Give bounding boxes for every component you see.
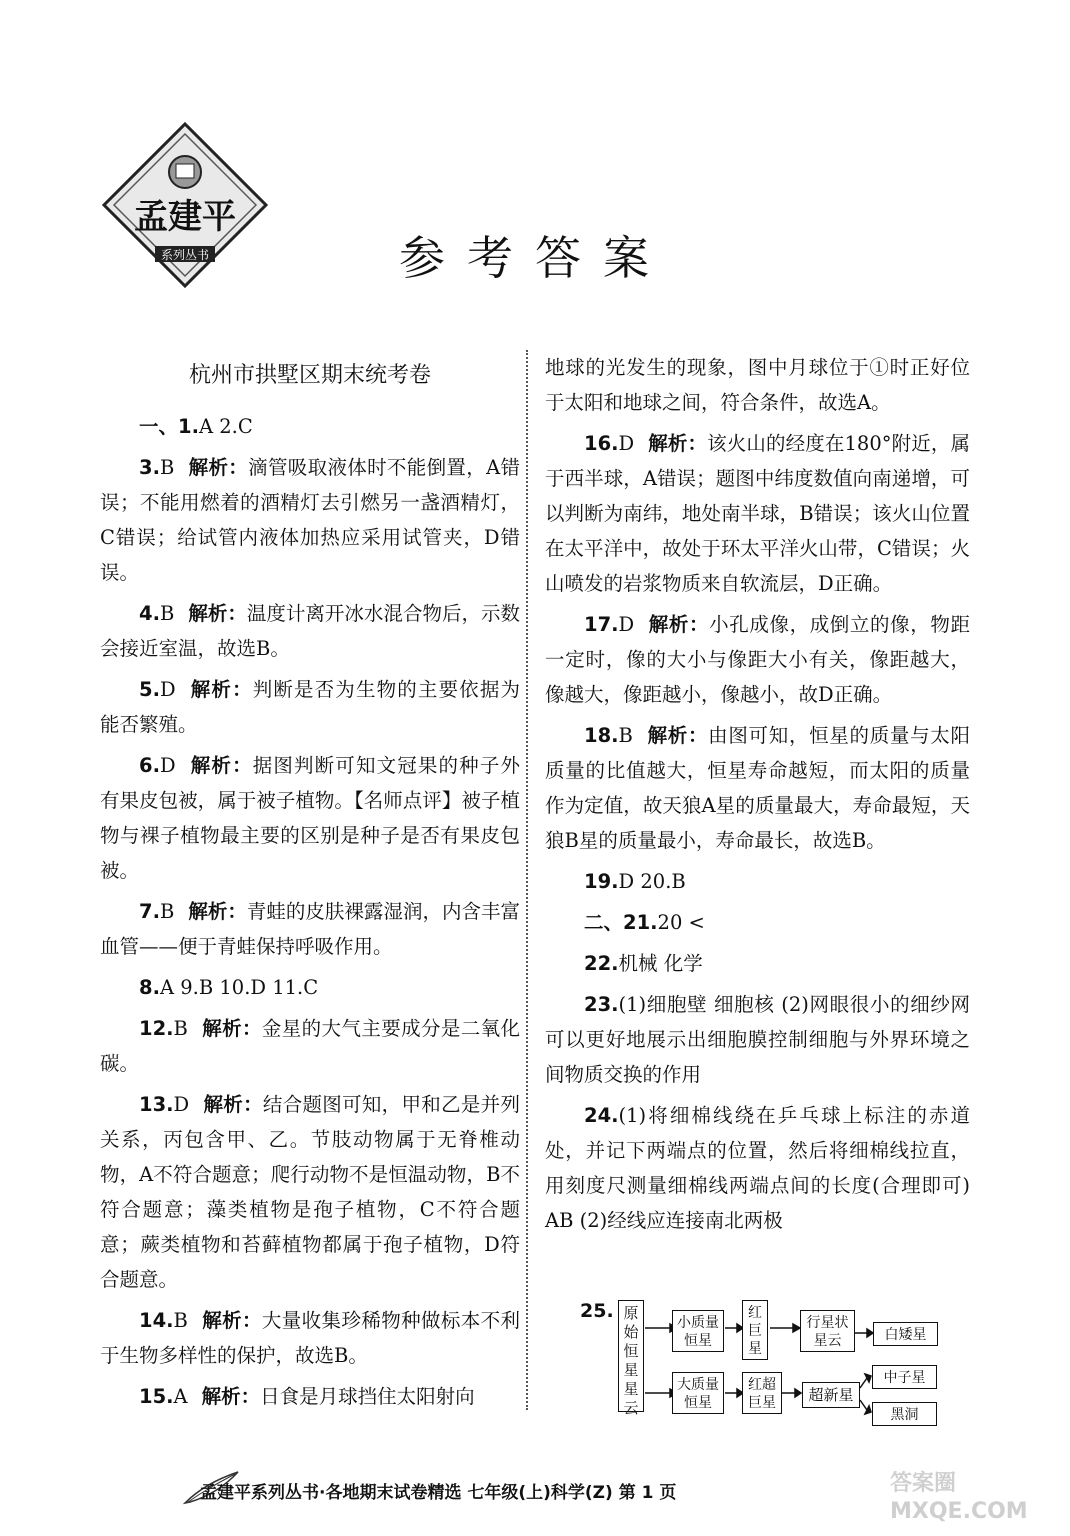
question-number: 24.: [584, 1104, 619, 1127]
answer-item: [545, 864, 970, 899]
answer-item: [100, 894, 520, 964]
answer-item: [545, 718, 970, 858]
question-number: 16.: [584, 432, 619, 455]
question-number: 一、1.: [139, 415, 199, 438]
watermark: 答案圈 MXQE.COM: [890, 1471, 1028, 1524]
box-small-mass-star: 小质量恒星: [672, 1310, 724, 1352]
answer-list-right: [545, 350, 970, 1238]
answer-text: 温度计离开冰水混合物后，示数会接近室温，故选B。: [100, 602, 520, 660]
answer-item: [100, 1379, 520, 1414]
analysis-tag: 解析：: [648, 613, 710, 636]
analysis-tag: 解析：: [188, 900, 247, 923]
question-number: 6.: [139, 754, 160, 777]
answer-item: [545, 607, 970, 712]
question-number: 7.: [139, 900, 160, 923]
question-number: 二、21.: [584, 911, 658, 934]
analysis-tag: 解析：: [201, 1309, 262, 1332]
answer-text: 日食是月球挡住太阳射向: [260, 1385, 475, 1408]
answer-choice: B: [173, 1309, 188, 1332]
answer-text: D 20.B: [618, 870, 686, 893]
answer-text: (1)将细棉线绕在乒乓球上标注的赤道处，并记下两端点的位置，然后将细棉线拉直，用刻度尺测量细棉线两端点间的长度(合理即可) AB (2)经线应连接南北两极: [545, 1104, 970, 1232]
answer-list-left: [100, 409, 520, 1414]
analysis-tag: 解析：: [188, 602, 247, 625]
answer-text: A 9.B 10.D 11.C: [159, 976, 319, 999]
page-footer: 孟建平系列丛书·各地期末试卷精选 七年级(上)科学(Z) 第 1 页: [200, 1483, 677, 1503]
answer-item: [100, 450, 520, 590]
answer-text: 由图可知，恒星的质量与太阳质量的比值越大，恒星寿命越短，而太阳的质量作为定值，故天狼A星的质量最大，寿命最短，天狼B星的质量最小，寿命最长，故选B。: [545, 724, 970, 852]
answer-choice: D: [159, 754, 176, 777]
box-white-dwarf: 白矮星: [873, 1322, 938, 1346]
answer-text: 该火山的经度在180°附近，属于西半球，A错误；题图中纬度数值向南递增，可以判断为南纬，地处南半球，B错误；该火山位置在太平洋中，故处于环太平洋火山带，C错误；火山喷发的岩浆物质来自软流层，D正确。: [545, 432, 970, 595]
answer-choice: A: [173, 1385, 188, 1408]
answer-choice: D: [618, 432, 635, 455]
analysis-tag: 解析：: [201, 1017, 262, 1040]
analysis-tag: 解析：: [648, 432, 708, 455]
question-number: 4.: [139, 602, 160, 625]
answer-text: 大量收集珍稀物种做标本不利于生物多样性的保护，故选B。: [100, 1309, 520, 1367]
box-planetary-nebula: 行星状星云: [800, 1310, 855, 1352]
answer-choice: D: [618, 613, 635, 636]
box-protostar-nebula: 原始恒星星云: [618, 1300, 644, 1412]
answer-text: (1)细胞壁 细胞核 (2)网眼很小的细纱网 可以更好地展示出细胞膜控制细胞与外界环境之间物质交换的作用: [545, 993, 970, 1086]
question-number: 23.: [584, 993, 619, 1016]
answer-text: 小孔成像，成倒立的像，物距一定时，像的大小与像距大小有关，像距越大，像越大，像距越小，像越小，故D正确。: [545, 613, 970, 706]
svg-text:系列丛书: 系列丛书: [160, 248, 210, 262]
answer-text: 据图判断可知文冠果的种子外有果皮包被，属于被子植物。【名师点评】被子植物与裸子植物最主要的区别是种子是否有果皮包被。: [100, 754, 520, 882]
analysis-tag: 解析：: [189, 678, 253, 701]
answer-text: 滴管吸取液体时不能倒置，A错误；不能用燃着的酒精灯去引燃另一盏酒精灯，C错误；给试管内液体加热应采用试管夹，D错误。: [100, 456, 520, 584]
answer-item: [545, 350, 970, 420]
svg-text:孟建平: 孟建平: [134, 197, 236, 237]
box-red-giant: 红巨星: [742, 1300, 768, 1360]
answer-item: [545, 946, 970, 981]
left-column: [100, 350, 520, 1420]
column-divider: [526, 350, 528, 1410]
question-number: 12.: [139, 1017, 174, 1040]
answer-item: [545, 1098, 970, 1238]
analysis-tag: 解析：: [188, 456, 249, 479]
analysis-tag: 解析：: [203, 1093, 263, 1116]
question-number: 5.: [139, 678, 160, 701]
question-number: 13.: [139, 1093, 174, 1116]
answer-text: 判断是否为生物的主要依据为能否繁殖。: [100, 678, 520, 736]
box-large-mass-star: 大质量恒星: [672, 1372, 724, 1414]
answer-choice: B: [618, 724, 633, 747]
box-black-hole: 黑洞: [872, 1402, 937, 1426]
question-number: 14.: [139, 1309, 174, 1332]
question-number: 8.: [139, 976, 160, 999]
answer-text: A 2.C: [198, 415, 253, 438]
answer-text: 青蛙的皮肤裸露湿润，内含丰富血管——便于青蛙保持呼吸作用。: [100, 900, 520, 958]
answer-item: [100, 1011, 520, 1081]
answer-choice: B: [159, 602, 175, 625]
question-number: 15.: [139, 1385, 174, 1408]
question-number: 17.: [584, 613, 619, 636]
q25-number: 25.: [580, 1300, 614, 1322]
answer-item: [100, 672, 520, 742]
answer-text: 金星的大气主要成分是二氧化碳。: [100, 1017, 520, 1075]
answer-text: 结合题图可知，甲和乙是并列关系，丙包含甲、乙。节肢动物属于无脊椎动物，A不符合题意；爬行动物不是恒温动物，B不符合题意；藻类植物是孢子植物，C不符合题意；蕨类植物和苔藓植物都属于孢子植物，D符合题意。: [100, 1093, 520, 1291]
analysis-tag: 解析：: [646, 724, 709, 747]
box-red-supergiant: 红超巨星: [742, 1372, 782, 1414]
section-title: 杭州市拱墅区期末统考卷: [188, 363, 431, 388]
answer-text: 地球的光发生的现象，图中月球位于①时正好位于太阳和地球之间，符合条件，故选A。: [545, 356, 970, 414]
question-number: 22.: [584, 952, 619, 975]
answer-text: 机械 化学: [618, 952, 703, 975]
question-number: 19.: [584, 870, 619, 893]
answer-item: [100, 748, 520, 888]
answer-choice: D: [159, 678, 176, 701]
answer-item: [545, 987, 970, 1092]
box-supernova: 超新星: [802, 1382, 860, 1408]
answer-item: [545, 426, 970, 601]
answer-choice: B: [173, 1017, 188, 1040]
page-title: 参考答案: [399, 231, 671, 285]
answer-item: [100, 1303, 520, 1373]
answer-item: [100, 970, 520, 1005]
analysis-tag: 解析：: [201, 1385, 261, 1408]
answer-item: [100, 1087, 520, 1297]
answer-choice: B: [159, 900, 175, 923]
answer-choice: B: [159, 456, 175, 479]
question-number: 3.: [139, 456, 160, 479]
answer-item: [100, 596, 520, 666]
answer-item: [100, 409, 520, 444]
question-number: 18.: [584, 724, 619, 747]
box-neutron-star: 中子星: [872, 1365, 937, 1389]
analysis-tag: 解析：: [189, 754, 253, 777]
answer-choice: D: [173, 1093, 190, 1116]
answer-text: 20 <: [657, 911, 705, 934]
answer-item: [545, 905, 970, 940]
right-column: [545, 350, 970, 1244]
